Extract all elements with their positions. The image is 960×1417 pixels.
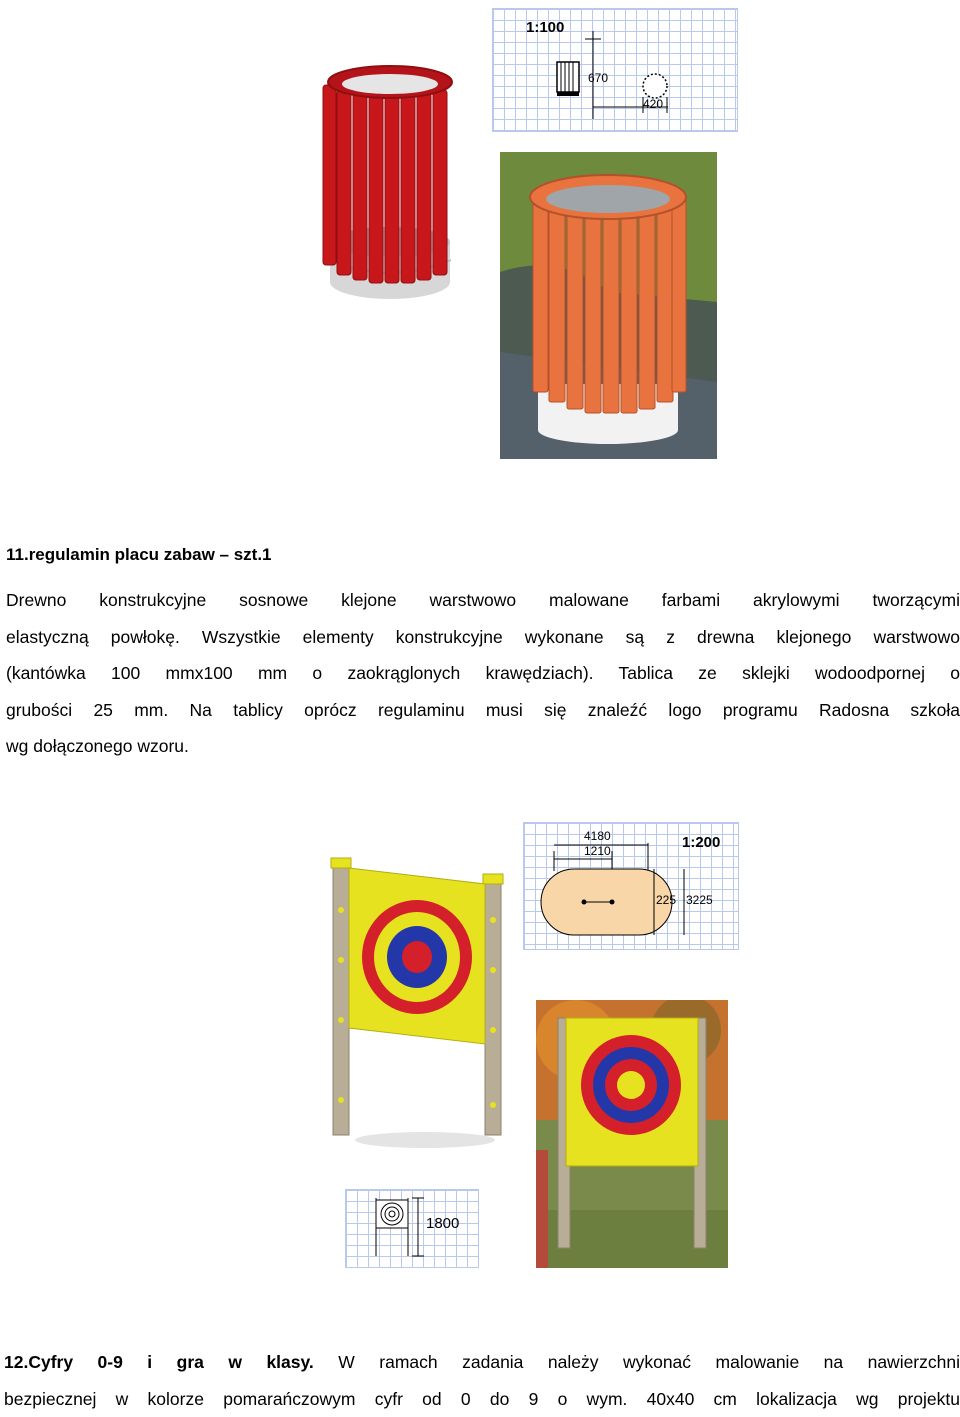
target-board-photo — [536, 1000, 728, 1268]
section-11-line-5: wg dołączonego wzoru. — [6, 728, 960, 765]
bin-plan-drawing — [492, 8, 738, 132]
bin-plan-circle — [643, 74, 667, 98]
target-plan-dim-225: 225 — [656, 893, 676, 907]
section-11-line-2: elastyczną powłokę. Wszystkie elementy konstrukcyjne wykonane są z drewna klejonego warstwowo — [6, 619, 960, 656]
bin-plan-scale: 1:100 — [526, 19, 564, 36]
target-elevation-drawing — [345, 1189, 479, 1268]
target-elevation-dim-1800: 1800 — [426, 1215, 459, 1232]
section-11-paragraph — [6, 582, 960, 765]
target-board-render — [325, 850, 525, 1155]
red-bin-render — [315, 60, 465, 310]
section-11-line-4: grubości 25 mm. Na tablicy oprócz regulaminu musi się znaleźć logo programu Radosna szkoła — [6, 692, 960, 729]
orange-bin-photo-svg — [500, 152, 717, 459]
target-plan-scale: 1:200 — [682, 834, 720, 851]
section-12-heading: 12.Cyfry 0-9 i gra w klasy. — [4, 1352, 314, 1372]
bin-plan-side-view — [557, 62, 579, 96]
section-11-line-3: (kantówka 100 mmx100 mm o zaokrąglonych krawędziach). Tablica ze sklejki wodoodpornej o — [6, 655, 960, 692]
orange-bin-photo — [500, 152, 717, 459]
target-plan-dim-4180: 4180 — [584, 829, 611, 843]
bin-plan-dim-670: 670 — [588, 71, 608, 85]
target-plan-drawing — [523, 822, 739, 950]
target-board-photo-svg — [536, 1000, 728, 1268]
bin-plan-svg — [493, 9, 737, 131]
bin-plan-dim-420: 420 — [643, 97, 663, 111]
section-12-line-1-text: W ramach zadania należy wykonać malowanie na nawierzchni — [338, 1352, 960, 1372]
section-12-line-1 — [4, 1344, 960, 1381]
section-12-paragraph — [4, 1344, 960, 1417]
section-11-heading: 11.regulamin placu zabaw – szt.1 — [6, 545, 272, 565]
section-11-line-1: Drewno konstrukcyjne sosnowe klejone warstwowo malowane farbami akrylowymi tworzącymi — [6, 582, 960, 619]
target-plan-dim-1210: 1210 — [584, 844, 611, 858]
target-plan-dim-3225: 3225 — [686, 893, 713, 907]
section-12-line-2: bezpiecznej w kolorze pomarańczowym cyfr od 0 do 9 o wym. 40x40 cm lokalizacja wg projektu — [4, 1381, 960, 1417]
